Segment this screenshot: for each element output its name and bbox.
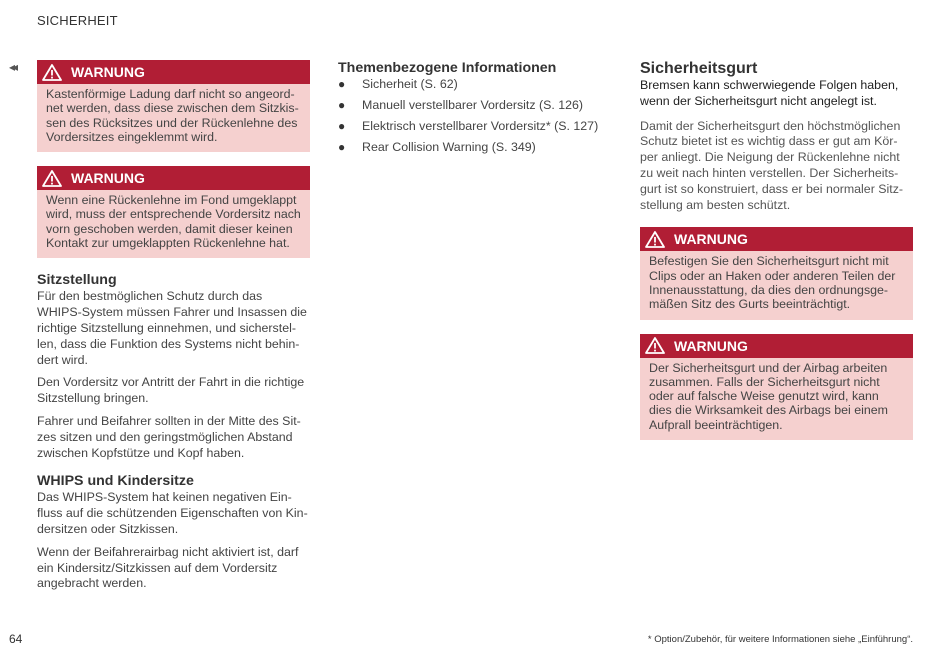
warning-header <box>640 227 913 251</box>
warning-triangle-icon <box>41 169 63 187</box>
sitzstellung-paragraph-3: Fahrer und Beifahrer sollten in der Mitte des Sit- zes sitzen und den geringstmöglichen Abstand zwischen Kopfstütze und Kopf haben. <box>37 413 301 460</box>
warning-text-content: Wenn eine Rückenlehne im Fond umgeklappt wird, muss der entsprechende Vordersitz nach vorn geschoben werden, damit dieser keinen Kontakt zur umgeklappten Rückenlehne hat. <box>46 193 301 251</box>
warning-text <box>640 251 913 319</box>
related-link[interactable] <box>338 98 618 114</box>
sicherheitsgurt-heading: Sicherheitsgurt <box>640 60 758 77</box>
warning-box <box>37 166 310 258</box>
sicherheitsgurt-lead: Bremsen kann schwerwiegende Folgen haben, wenn der Sicherheitsgurt nicht angelegt ist. <box>640 78 899 108</box>
sitzstellung-paragraph-2: Den Vordersitz vor Antritt der Fahrt in die richtige Sitzstellung bringen. <box>37 375 305 406</box>
warning-box <box>640 227 913 319</box>
warning-title: WARNUNG <box>71 170 145 187</box>
related-link[interactable] <box>338 140 618 156</box>
warning-header <box>640 334 913 358</box>
warning-text-content: Kastenförmige Ladung darf nicht so angeord- net werden, dass diese zwischen dem Sitzkis- sen des Rücksitzes und der Rückenlehne des Vordersitzes eingeklemmt wird. <box>46 87 299 144</box>
bullet-icon: ● <box>338 119 346 134</box>
footnote: * Option/Zubehör, für weitere Informationen siehe „Einführung“. <box>647 634 913 645</box>
warning-box <box>640 334 913 440</box>
warning-title: WARNUNG <box>674 337 748 354</box>
warning-triangle-icon <box>644 337 666 355</box>
related-link-label[interactable]: Manuell verstellbarer Vordersitz (S. 126) <box>362 98 584 113</box>
related-link-label[interactable]: Rear Collision Warning (S. 349) <box>362 140 536 155</box>
warning-text-content: Befestigen Sie den Sicherheitsgurt nicht mit Clips oder an Haken oder anderen Teilen der Innenausstattung, da dies den ordnungsge- mäßen Sitz des Gurts beeinträchtigt. <box>649 254 896 312</box>
related-link[interactable] <box>338 77 618 93</box>
warning-header <box>37 60 310 84</box>
back-arrows-icon[interactable]: ◂◂ <box>9 60 16 74</box>
sicherheitsgurt-description: Damit der Sicherheitsgurt den höchstmöglichen Schutz bietet ist es wichtig dass er gut am Kör- per anliegt. Die Neigung der Rückenlehne nicht zu weit nach hinten verstellen. Der Sicherheits- gurt ist so konstruiert, dass er bei normaler Sitz- stellung am besten schützt. <box>640 118 904 212</box>
column-1 <box>37 60 310 599</box>
warning-text <box>37 190 310 258</box>
warning-text <box>37 84 310 152</box>
warning-title: WARNUNG <box>674 231 748 248</box>
sitzstellung-heading: Sitzstellung <box>37 272 117 289</box>
warning-text <box>640 358 913 440</box>
column-3 <box>640 60 913 454</box>
warning-triangle-icon <box>41 63 63 81</box>
warning-header <box>37 166 310 190</box>
bullet-icon: ● <box>338 140 346 155</box>
bullet-icon: ● <box>338 77 346 91</box>
whips-heading: WHIPS und Kindersitze <box>37 473 194 490</box>
column-2 <box>338 60 618 161</box>
page-number: 64 <box>9 632 23 646</box>
related-link-label[interactable]: Sicherheit (S. 62) <box>362 77 458 91</box>
related-info-heading: Themenbezogene Informationen <box>338 60 557 76</box>
sitzstellung-paragraph-1: Für den bestmöglichen Schutz durch das WHIPS-System müssen Fahrer und Insassen die richtige Sitzstellung einnehmen, und sicherstel- len, dass die Funktion des Systems nicht behin- dert wird. <box>37 289 307 367</box>
warning-box <box>37 60 310 152</box>
bullet-icon: ● <box>338 98 346 113</box>
related-links-list <box>338 77 618 156</box>
related-link-label[interactable]: Elektrisch verstellbarer Vordersitz* (S. 127) <box>362 119 599 134</box>
whips-paragraph-1: Das WHIPS-System hat keinen negativen Ein- fluss auf die schützenden Eigenschaften von Kin- dersitzen oder Sitzkissen. <box>37 490 308 536</box>
warning-text-content: Der Sicherheitsgurt und der Airbag arbeiten zusammen. Falls der Sicherheitsgurt nicht oder auf falsche Weise genutzt wird, kann dies die Wirksamkeit des Airbags bei einem Aufprall beeinträchtigen. <box>649 360 888 432</box>
section-header: SICHERHEIT <box>37 13 118 28</box>
related-link[interactable] <box>338 119 618 135</box>
warning-title: WARNUNG <box>71 64 145 80</box>
warning-triangle-icon <box>644 230 666 248</box>
whips-paragraph-2: Wenn der Beifahrerairbag nicht aktiviert ist, darf ein Kindersitz/Sitzkissen auf dem Vordersitz angebracht werden. <box>37 544 299 591</box>
